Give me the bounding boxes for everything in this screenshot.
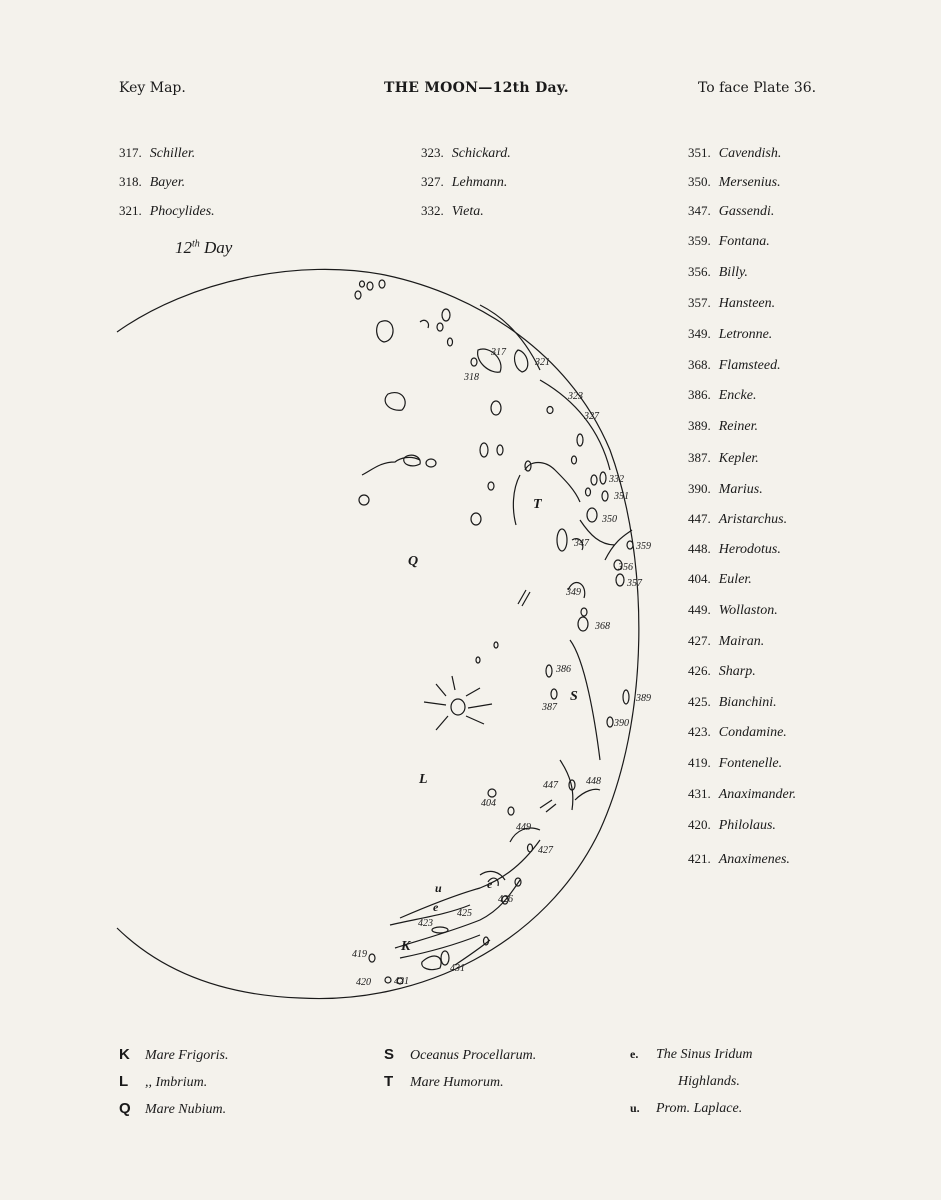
ref-name: Schiller. <box>149 146 196 161</box>
legend-item <box>119 1073 207 1091</box>
crater <box>488 482 494 490</box>
legend-value: ,, Imbrium. <box>145 1075 208 1090</box>
ridge <box>575 789 600 800</box>
crater <box>557 529 567 551</box>
map-label: e <box>433 900 439 914</box>
crater <box>422 956 441 970</box>
map-label: 447 <box>543 780 558 791</box>
map-label: 357 <box>627 578 642 589</box>
map-label: 350 <box>602 514 617 525</box>
ref-number: 357. <box>688 295 711 310</box>
crater <box>385 393 405 411</box>
legend-key: L <box>119 1073 129 1090</box>
legend-item <box>384 1073 504 1091</box>
mountain-ridge <box>400 935 480 958</box>
ref-name: Cavendish. <box>718 146 782 161</box>
crater-copernicus <box>451 699 465 715</box>
legend-key: T <box>384 1073 394 1090</box>
map-label: 323 <box>568 391 583 402</box>
crater <box>627 541 633 549</box>
map-label: 404 <box>481 798 496 809</box>
map-label: 421 <box>394 976 409 987</box>
legend-item <box>630 1073 740 1090</box>
ref-number: 387. <box>688 450 711 465</box>
legend-value: Highlands. <box>678 1074 740 1089</box>
rille <box>518 590 530 606</box>
ref-name: Euler. <box>718 572 752 587</box>
ref-name: Herodotus. <box>718 542 781 557</box>
crater <box>600 472 606 484</box>
ref-number: 368. <box>688 357 711 372</box>
ref-number: 351. <box>688 145 711 160</box>
ref-name: Fontenelle. <box>718 756 783 771</box>
crater <box>385 977 391 983</box>
map-label: u <box>435 881 442 895</box>
legend-value: Mare Nubium. <box>145 1102 227 1117</box>
crater <box>577 434 583 446</box>
ref-number: 419. <box>688 755 711 770</box>
crater <box>616 574 624 586</box>
ref-name: Mersenius. <box>718 175 781 190</box>
ref-name: Letronne. <box>718 327 773 342</box>
crater <box>426 459 436 467</box>
map-label: 448 <box>586 776 601 787</box>
ref-number: 350. <box>688 174 711 189</box>
ref-name: Billy. <box>718 265 748 280</box>
mountain-ridge <box>400 840 540 918</box>
legend-key: u. <box>630 1101 640 1115</box>
map-label: 427 <box>538 845 553 856</box>
crater <box>355 291 361 299</box>
ref-number: 321. <box>119 203 142 218</box>
ref-number: 431. <box>688 786 711 801</box>
ref-name: Philolaus. <box>718 818 776 833</box>
map-label: e <box>487 877 493 891</box>
crater <box>432 927 448 933</box>
ref-number: 447. <box>688 511 711 526</box>
ref-number: 347. <box>688 203 711 218</box>
map-label: 390 <box>614 718 629 729</box>
ref-number: 423. <box>688 724 711 739</box>
crater <box>441 951 449 965</box>
map-label: 332 <box>609 474 624 485</box>
ref-name: Marius. <box>718 482 763 497</box>
map-label: 419 <box>352 949 367 960</box>
legend-value: Mare Humorum. <box>410 1075 504 1090</box>
crater <box>404 455 420 466</box>
ref-name: Bianchini. <box>718 695 777 710</box>
ridge <box>513 475 520 525</box>
ref-name: Vieta. <box>451 204 484 219</box>
ref-number: 448. <box>688 541 711 556</box>
crater <box>581 608 587 616</box>
legend-value: Oceanus Procellarum. <box>410 1048 537 1063</box>
ref-number: 427. <box>688 633 711 648</box>
map-label: 426 <box>498 894 513 905</box>
legend-value: Prom. Laplace. <box>656 1101 743 1116</box>
crater <box>546 665 552 677</box>
ref-number: 386. <box>688 387 711 402</box>
ref-name: Sharp. <box>718 664 756 679</box>
map-label: 349 <box>566 587 581 598</box>
crater <box>471 513 481 525</box>
map-label: 356 <box>618 562 633 573</box>
ref-number: 425. <box>688 694 711 709</box>
crater <box>359 495 369 505</box>
ref-name: Anaximenes. <box>718 852 790 867</box>
ref-name: Fontana. <box>718 234 770 249</box>
map-label: Q <box>408 554 419 569</box>
map-label: T <box>533 497 542 512</box>
map-label: 425 <box>457 908 472 919</box>
legend-item <box>630 1046 752 1063</box>
map-label: 347 <box>574 538 589 549</box>
ref-number: 349. <box>688 326 711 341</box>
ridge <box>540 800 556 812</box>
legend-key: K <box>119 1046 130 1063</box>
header-title: THE MOON—12th Day. <box>384 80 569 96</box>
crater <box>448 338 453 346</box>
moon-limb <box>117 269 639 998</box>
map-label: 351 <box>614 491 629 502</box>
map-label: 368 <box>595 621 610 632</box>
legend-key: Q <box>119 1100 131 1117</box>
crater <box>515 350 528 372</box>
ref-name: Bayer. <box>149 175 186 190</box>
ref-name: Phocylides. <box>149 204 215 219</box>
map-label: 327 <box>584 411 599 422</box>
ref-number: 420. <box>688 817 711 832</box>
day-word: Day <box>199 238 233 257</box>
ref-number: 317. <box>119 145 142 160</box>
map-label: 449 <box>516 822 531 833</box>
legend-value: Mare Frigoris. <box>145 1048 229 1063</box>
crater <box>587 508 597 522</box>
map-label: 386 <box>556 664 571 675</box>
map-label: L <box>419 772 428 787</box>
legend-item <box>384 1046 536 1064</box>
ref-name: Encke. <box>718 388 757 403</box>
ridge <box>560 760 573 810</box>
day-number: 12 <box>175 238 192 257</box>
ref-name: Schickard. <box>451 146 511 161</box>
crater <box>547 407 553 414</box>
map-label: S <box>570 689 578 704</box>
ref-number: 421. <box>688 851 711 866</box>
crater-rays <box>424 676 492 730</box>
ref-name: Hansteen. <box>718 296 776 311</box>
map-label: 321 <box>535 357 550 368</box>
ref-number: 389. <box>688 418 711 433</box>
map-label: 420 <box>356 977 371 988</box>
map-label: 359 <box>636 541 651 552</box>
map-label: 318 <box>464 372 479 383</box>
crater <box>491 401 501 415</box>
ref-name: Mairan. <box>718 634 765 649</box>
crater <box>488 789 496 797</box>
ref-name: Anaximander. <box>718 787 797 802</box>
crater <box>586 488 591 496</box>
ref-name: Condamine. <box>718 725 787 740</box>
legend-item <box>119 1100 226 1118</box>
map-label: 317 <box>491 347 506 358</box>
crater <box>494 642 498 648</box>
map-label: 423 <box>418 918 433 929</box>
ref-name: Gassendi. <box>718 204 775 219</box>
ref-number: 359. <box>688 233 711 248</box>
ref-number: 318. <box>119 174 142 189</box>
crater <box>497 445 503 455</box>
crater <box>442 309 450 321</box>
crater <box>480 443 488 457</box>
ref-name: Reiner. <box>718 419 759 434</box>
crater <box>607 717 613 727</box>
day-suffix: th <box>192 238 200 250</box>
ref-number: 404. <box>688 571 711 586</box>
ref-number: 332. <box>421 203 444 218</box>
crater <box>471 358 477 366</box>
crater <box>360 281 365 287</box>
crater <box>623 690 629 704</box>
map-label: 389 <box>636 693 651 704</box>
map-label: K <box>401 939 411 954</box>
crater <box>437 323 443 331</box>
legend-key: S <box>384 1046 395 1063</box>
legend-item <box>630 1100 742 1117</box>
legend-key: e. <box>630 1047 639 1061</box>
ridge <box>480 871 505 880</box>
ref-number: 327. <box>421 174 444 189</box>
crater <box>377 321 393 342</box>
ref-number: 449. <box>688 602 711 617</box>
ref-name: Aristarchus. <box>718 512 788 527</box>
legend-item <box>119 1046 228 1064</box>
ref-number: 426. <box>688 663 711 678</box>
crater <box>369 954 375 962</box>
crater <box>572 456 577 464</box>
crater <box>602 491 608 501</box>
crater <box>367 282 373 290</box>
legend-value: The Sinus Iridum <box>656 1047 753 1062</box>
map-label: 387 <box>542 702 557 713</box>
ref-number: 356. <box>688 264 711 279</box>
crater <box>551 689 557 699</box>
header-plate-ref: To face Plate 36. <box>698 80 817 96</box>
map-label: 431 <box>450 963 465 974</box>
crater <box>508 807 514 815</box>
ref-number: 390. <box>688 481 711 496</box>
ref-name: Kepler. <box>718 451 759 466</box>
ref-name: Wollaston. <box>718 603 778 618</box>
ref-name: Flamsteed. <box>718 358 781 373</box>
ref-name: Lehmann. <box>451 175 508 190</box>
crater <box>578 617 588 631</box>
ref-number: 323. <box>421 145 444 160</box>
crater <box>591 475 597 485</box>
crater <box>379 280 385 288</box>
header-key-map: Key Map. <box>119 80 186 96</box>
crater <box>420 320 428 328</box>
crater <box>476 657 480 663</box>
